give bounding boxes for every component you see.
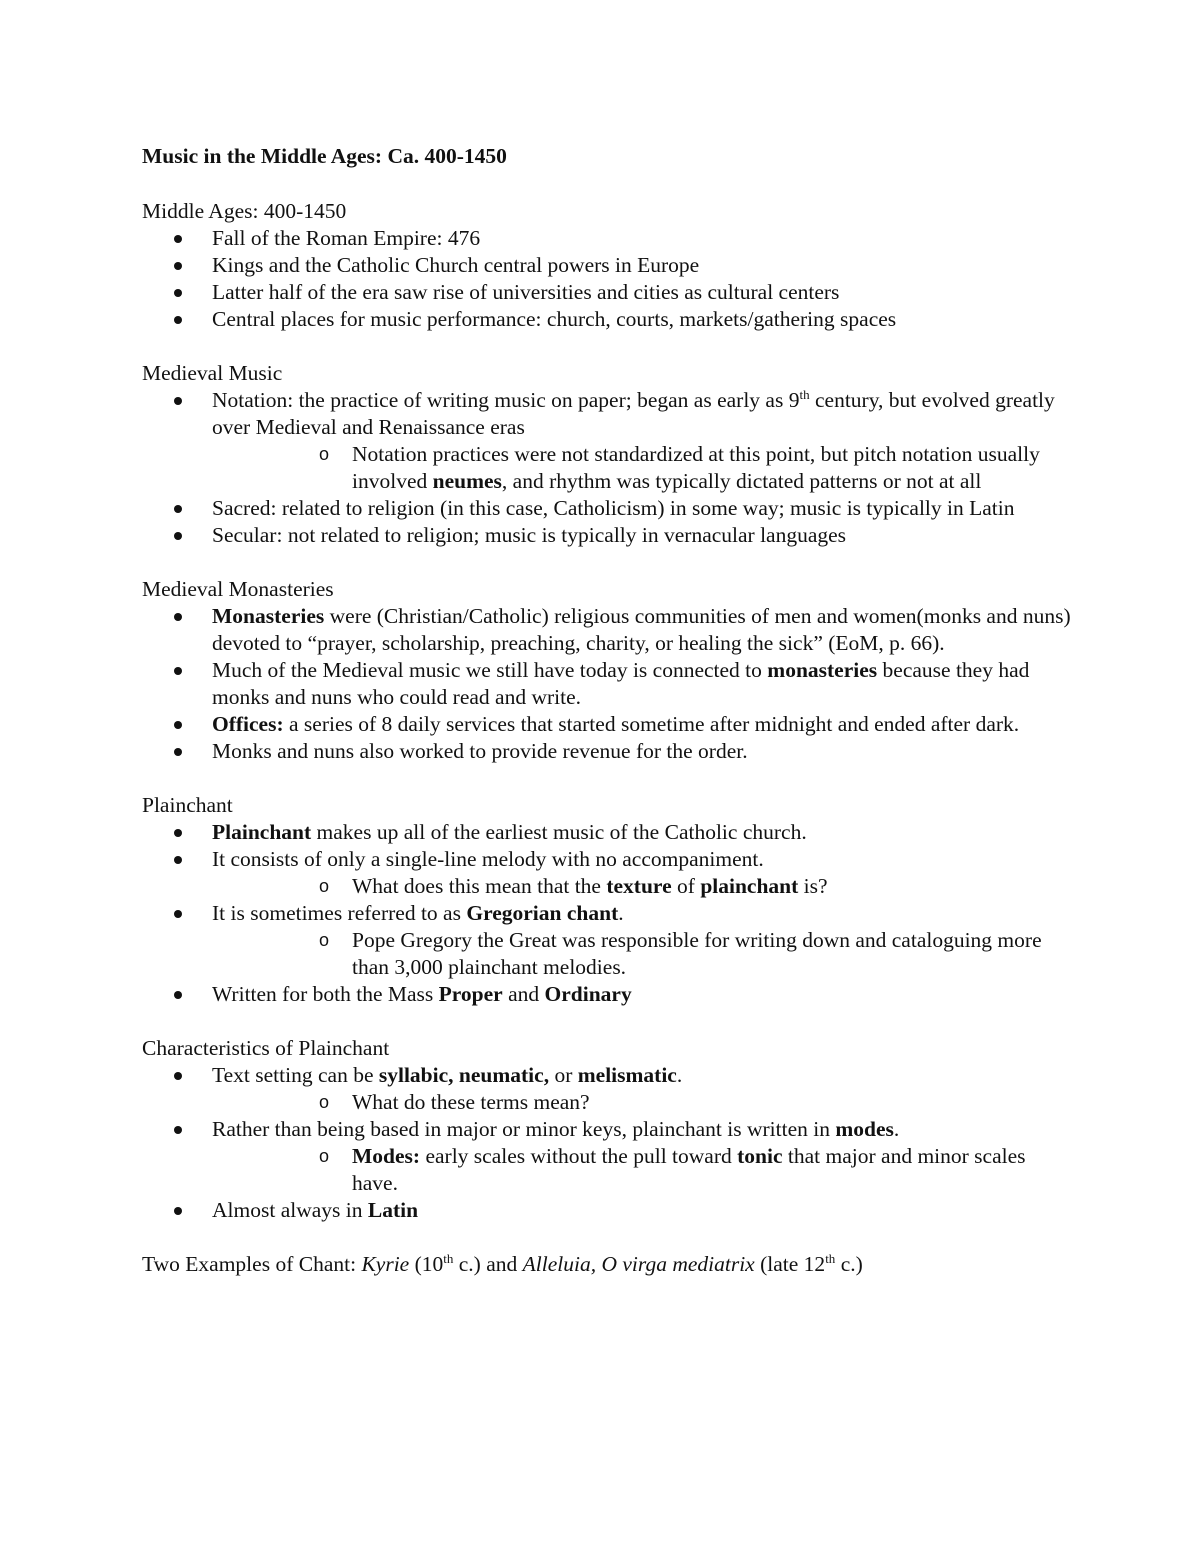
sub-list-item: o What do these terms mean? <box>282 1089 1072 1116</box>
text: and <box>502 982 545 1006</box>
list-item: Central places for music performance: church, courts, markets/gathering spaces <box>142 306 1072 333</box>
bullet-list <box>142 1062 1072 1224</box>
sub-list <box>212 873 1072 900</box>
text: Two Examples of Chant: <box>142 1252 362 1276</box>
document-title: Music in the Middle Ages: Ca. 400-1450 <box>142 144 507 168</box>
section-monasteries <box>142 576 1072 765</box>
superscript: th <box>825 1250 836 1266</box>
section-heading: Middle Ages: 400-1450 <box>142 199 347 223</box>
list-item-secular: Secular: not related to religion; music is typically in vernacular languages <box>142 522 1072 549</box>
document-page <box>142 143 1072 1278</box>
text: were (Christian/Catholic) religious communities of men and women(monks and nuns) devoted to “prayer, scholarship, preaching, charity, or healing the sick” (EoM, p. 66). <box>212 604 1071 655</box>
text: Much of the Medieval music we still have today is connected to <box>212 658 768 682</box>
text: is? <box>798 874 828 898</box>
examples-line <box>142 1251 1072 1278</box>
list-item <box>142 900 1072 981</box>
list-item: Kings and the Catholic Church central powers in Europe <box>142 252 1072 279</box>
bold-term: Gregorian chant <box>466 901 619 925</box>
text: . <box>618 901 624 925</box>
text: . <box>676 1063 683 1087</box>
superscript: th <box>443 1250 454 1266</box>
bold-term: plainchant <box>700 874 799 898</box>
text: that major and minor scales have. <box>352 1144 1026 1195</box>
bold-term: texture <box>606 874 672 898</box>
section-plainchant <box>142 792 1072 1008</box>
text: of <box>671 874 701 898</box>
section-heading: Characteristics of Plainchant <box>142 1036 390 1060</box>
bold-term: Ordinary <box>544 982 632 1006</box>
text: century, but evolved greatly over Medieval and Renaissance eras <box>212 388 1055 439</box>
bold-term: Monasteries <box>212 604 325 628</box>
bold-term: melismatic <box>577 1063 677 1087</box>
list-item: Latter half of the era saw rise of universities and cities as cultural centers <box>142 279 1072 306</box>
list-item <box>142 819 1072 846</box>
text: It is sometimes referred to as <box>212 901 467 925</box>
text: c.) <box>835 1252 863 1276</box>
text: makes up all of the earliest music of the Catholic church. <box>311 820 807 844</box>
bold-term: modes <box>835 1117 894 1141</box>
text: or <box>549 1063 578 1087</box>
list-item <box>142 711 1072 738</box>
text: Rather than being based in major or minor keys, plainchant is written in <box>212 1117 836 1141</box>
bold-term: Offices: <box>212 712 284 736</box>
italic-title: Alleluia, O virga mediatrix <box>522 1252 755 1276</box>
bullet-list <box>142 387 1072 549</box>
bullet-list <box>142 225 1072 333</box>
section-medieval-music <box>142 360 1072 549</box>
list-item: Monks and nuns also worked to provide revenue for the order. <box>142 738 1072 765</box>
text: Notation practices were not standardized at this point, but pitch notation usually involved <box>352 442 1040 493</box>
sub-list <box>212 1089 1072 1116</box>
text: . <box>893 1117 900 1141</box>
list-item <box>142 657 1072 711</box>
text: Text setting can be <box>212 1063 379 1087</box>
text: c.) and <box>453 1252 523 1276</box>
bold-term: syllabic, neumatic, <box>378 1063 550 1087</box>
sub-list-item <box>282 873 1072 900</box>
list-item-notation <box>142 387 1072 495</box>
bold-term: tonic <box>737 1144 783 1168</box>
section-heading: Medieval Monasteries <box>142 577 334 601</box>
text: Written for both the Mass <box>212 982 439 1006</box>
text: a series of 8 daily services that started sometime after midnight and ended after dark. <box>283 712 1020 736</box>
section-heading: Medieval Music <box>142 361 283 385</box>
bold-term: neumes <box>432 469 502 493</box>
section-characteristics <box>142 1035 1072 1224</box>
text: (10 <box>409 1252 444 1276</box>
list-item <box>142 846 1072 900</box>
list-item <box>142 1197 1072 1224</box>
text: What does this mean that the <box>352 874 607 898</box>
list-item <box>142 603 1072 657</box>
bold-term: Modes: <box>352 1144 421 1168</box>
superscript: th <box>799 386 810 402</box>
text: , and rhythm was typically dictated patterns or not at all <box>501 469 982 493</box>
list-item <box>142 981 1072 1008</box>
bold-term: monasteries <box>767 658 878 682</box>
sub-list-item: o Pope Gregory the Great was responsible for writing down and cataloguing more than 3,000 plainchant melodies. <box>282 927 1072 981</box>
text: Almost always in <box>212 1198 368 1222</box>
section-middle-ages <box>142 198 1072 333</box>
sub-list-item <box>282 1143 1072 1197</box>
text: (late 12 <box>754 1252 826 1276</box>
list-item <box>142 1062 1072 1116</box>
list-item <box>142 1116 1072 1197</box>
bold-term: Latin <box>367 1198 419 1222</box>
list-item-sacred: Sacred: related to religion (in this case, Catholicism) in some way; music is typically in Latin <box>142 495 1072 522</box>
text: It consists of only a single-line melody with no accompaniment. <box>212 847 764 871</box>
bullet-list <box>142 603 1072 765</box>
list-item: Fall of the Roman Empire: 476 <box>142 225 1072 252</box>
text: Notation: the practice of writing music on paper; began as early as 9 <box>212 388 800 412</box>
sub-list <box>212 1143 1072 1197</box>
text: early scales without the pull toward <box>420 1144 738 1168</box>
italic-title: Kyrie <box>361 1252 410 1276</box>
sub-list-item <box>282 441 1072 495</box>
sub-list <box>212 441 1072 495</box>
section-heading: Plainchant <box>142 793 233 817</box>
bold-term: Proper <box>438 982 503 1006</box>
bold-term: Plainchant <box>212 820 312 844</box>
sub-list <box>212 927 1072 981</box>
text: because they had monks and nuns who could read and write. <box>212 658 1030 709</box>
bullet-list <box>142 819 1072 1008</box>
